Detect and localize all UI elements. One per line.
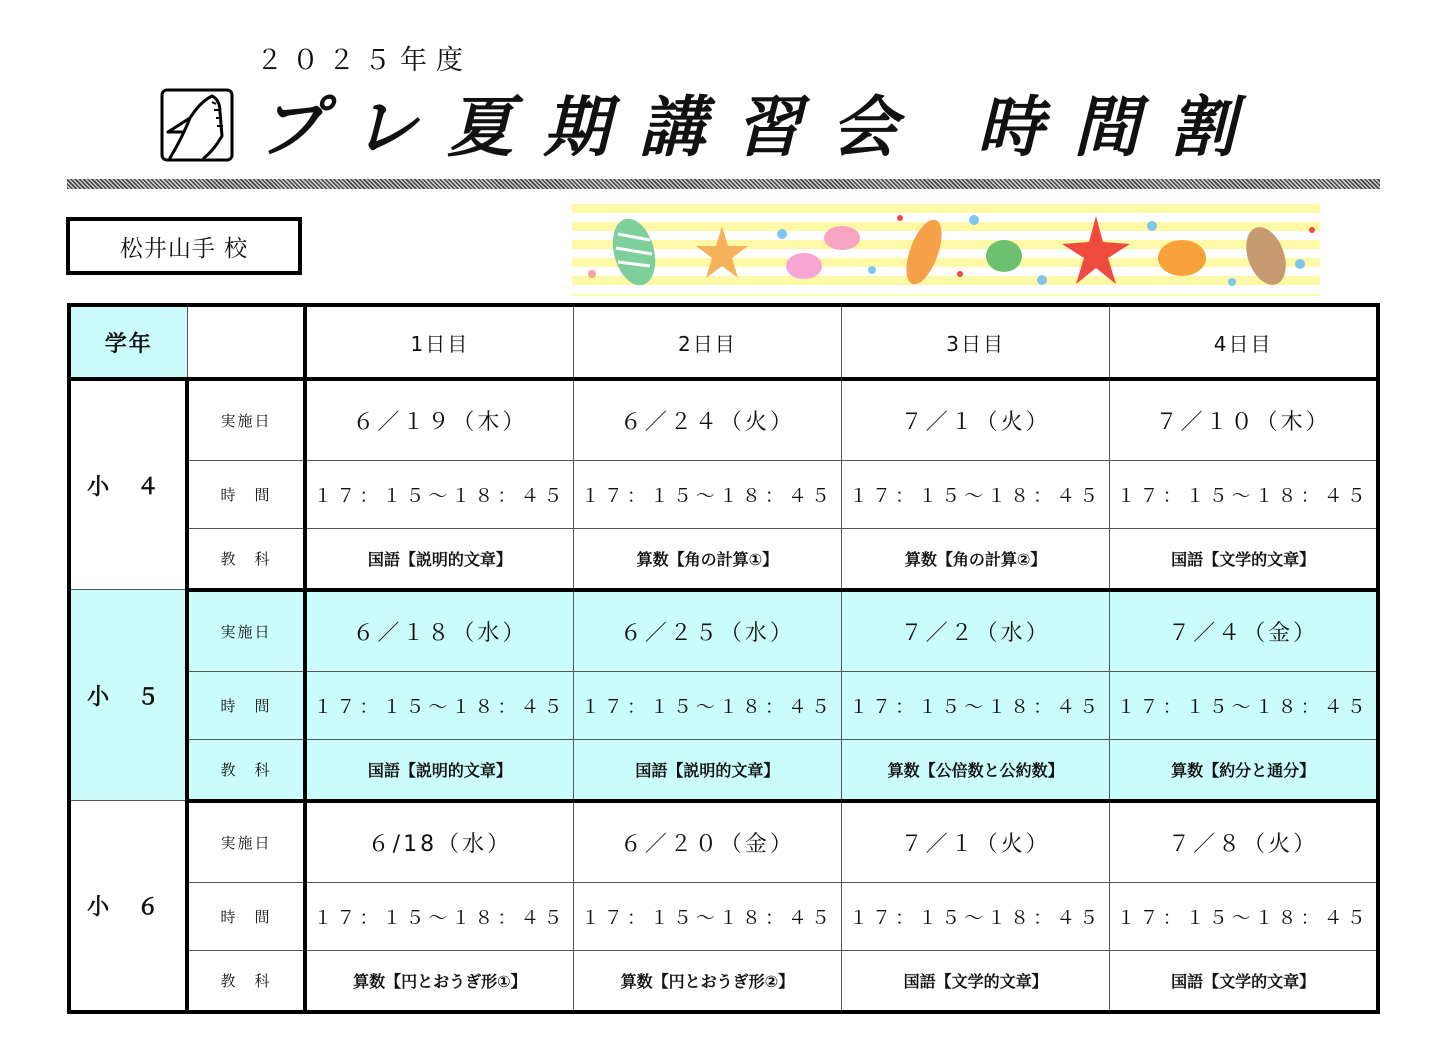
table-row [69, 590, 1378, 671]
table-row [69, 950, 1378, 1012]
subject-cell: 算数【約分と通分】 [1110, 739, 1378, 801]
time-cell: １７：１５～１８：４５ [1110, 460, 1378, 528]
seashell-banner [572, 204, 1320, 296]
row-label-time: 時 間 [187, 460, 305, 528]
school-name-box: 松井山手 校 [66, 217, 302, 275]
grade-label: 小 ４ [69, 379, 187, 590]
subject-cell: 国語【文学的文章】 [842, 950, 1110, 1012]
subject-cell: 算数【円とおうぎ形①】 [305, 950, 573, 1012]
time-cell: １７：１５～１８：４５ [305, 460, 573, 528]
time-cell: １７：１５～１８：４５ [573, 460, 841, 528]
horse-logo-icon [160, 88, 234, 162]
subject-cell: 算数【公倍数と公約数】 [842, 739, 1110, 801]
title-sub: 時間割 [977, 89, 1266, 166]
date-cell: ６／２４（火） [573, 379, 841, 460]
row-label-subject: 教 科 [187, 739, 305, 801]
subject-cell: 国語【説明的文章】 [305, 528, 573, 590]
date-cell: ７／４（金） [1110, 590, 1378, 671]
grade-label: 小 ５ [69, 590, 187, 801]
subject-cell: 算数【円とおうぎ形②】 [573, 950, 841, 1012]
schedule-table [67, 303, 1380, 1014]
row-label-time: 時 間 [187, 671, 305, 739]
subject-cell: 国語【説明的文章】 [305, 739, 573, 801]
date-cell: ６／１９（木） [305, 379, 573, 460]
time-cell: １７：１５～１８：４５ [305, 671, 573, 739]
day-1-header: 1日目 [305, 305, 573, 379]
date-cell: ６／２０（金） [573, 801, 841, 882]
table-row [69, 739, 1378, 801]
row-label-date: 実施日 [187, 379, 305, 460]
year-label: ２０２５年度 [256, 45, 472, 76]
subject-cell: 算数【角の計算②】 [842, 528, 1110, 590]
subject-cell: 国語【文学的文章】 [1110, 950, 1378, 1012]
table-row [69, 379, 1378, 460]
date-cell: ６／２５（水） [573, 590, 841, 671]
table-row [69, 528, 1378, 590]
time-cell: １７：１５～１８：４５ [573, 882, 841, 950]
table-row [69, 671, 1378, 739]
time-cell: １７：１５～１８：４５ [842, 460, 1110, 528]
table-header-row [69, 305, 1378, 379]
date-cell: ６／１８（水） [305, 590, 573, 671]
date-cell: ７／１（火） [842, 801, 1110, 882]
table-row [69, 801, 1378, 882]
time-cell: １７：１５～１８：４５ [842, 882, 1110, 950]
table-row [69, 460, 1378, 528]
grade-label: 小 ６ [69, 801, 187, 1012]
time-cell: １７：１５～１８：４５ [305, 882, 573, 950]
row-label-date: 実施日 [187, 590, 305, 671]
label-column-header [187, 305, 305, 379]
row-label-time: 時 間 [187, 882, 305, 950]
day-3-header: 3日目 [842, 305, 1110, 379]
title-divider [67, 179, 1380, 189]
time-cell: １７：１５～１８：４５ [1110, 882, 1378, 950]
date-cell: ７／１０（木） [1110, 379, 1378, 460]
day-4-header: 4日目 [1110, 305, 1378, 379]
date-cell: ７／８（火） [1110, 801, 1378, 882]
grade-column-header: 学年 [69, 305, 187, 379]
time-cell: １７：１５～１８：４５ [573, 671, 841, 739]
page-title [258, 88, 1265, 168]
date-cell: ７／２（水） [842, 590, 1110, 671]
row-label-date: 実施日 [187, 801, 305, 882]
time-cell: １７：１５～１８：４５ [1110, 671, 1378, 739]
date-cell: ６/18（水） [305, 801, 573, 882]
subject-cell: 国語【文学的文章】 [1110, 528, 1378, 590]
table-row [69, 882, 1378, 950]
row-label-subject: 教 科 [187, 950, 305, 1012]
day-2-header: 2日目 [573, 305, 841, 379]
row-label-subject: 教 科 [187, 528, 305, 590]
time-cell: １７：１５～１８：４５ [842, 671, 1110, 739]
subject-cell: 算数【角の計算①】 [573, 528, 841, 590]
subject-cell: 国語【説明的文章】 [573, 739, 841, 801]
date-cell: ７／１（火） [842, 379, 1110, 460]
title-main: プレ夏期講習会 [258, 89, 928, 166]
